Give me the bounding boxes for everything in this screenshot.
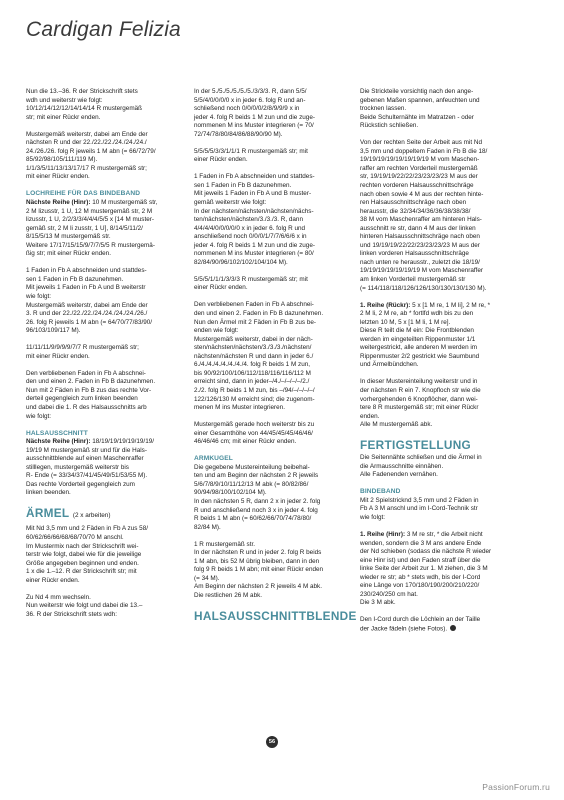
paragraph: Mit 2 Spielstricknd 3,5 mm und 2 Fäden in Fb A 3 M anschl und im I-Cord-Technik str wie folgt: bbox=[360, 496, 479, 522]
paragraph-text: Den I-Cord durch die Löchlein an der Taille der Jacke fädeln (siehe Fotos). bbox=[360, 616, 481, 633]
paragraph: Mustergemäß gerade hoch weiterstr bis zu einer Gesamthöhe von 44/45/45/45/46/46/ 46/46/46 cm; mit einer Rückr enden. bbox=[194, 421, 315, 446]
stop-icon bbox=[450, 625, 456, 631]
paragraph-text: 18/19/19/19/19/19/19/ 19/19 M mustergemäß str und für die Hals- ausschnittblende auf einen Maschenraffer stilllegen, mustergemäß weiterstr bis R- Ende (= 33/34/37/41/45/49/51/53/55 M). Das rechte Vorderteil gegengleich zum linken beenden. bbox=[26, 438, 155, 497]
row-label: Nächste Reihe (Hinr): bbox=[26, 438, 91, 446]
paragraph: 5/5/5/1/1/1/3/3/3 R mustergemäß str; mit einer Rückr enden. bbox=[194, 275, 308, 292]
paragraph bbox=[26, 438, 178, 498]
paragraph: Den verbliebenen Faden in Fb A abschnei- den und einen 2. Faden in Fb B dazunehmen. Nun mit 2 Fäden in Fb B zus das rechte Vor- derteil gegengleich zum linken beenden und dabei die 1. R des Halsausschnitts arb wie folgt: bbox=[26, 369, 156, 420]
paragraph bbox=[360, 531, 540, 608]
paragraph: Mit Nd 3,5 mm und 2 Fäden in Fb A zus 58/ 60/62/66/66/68/68/70/70 M anschl. Im Mustermix nach der Strickschrift wei- terstr wie folgt, dabei wie für die jeweilige Größe angegeben beginnen und enden. 1 x die 1.–12. R der Strickschrift str; mit einer Rückr enden. bbox=[26, 525, 149, 584]
paragraph bbox=[360, 302, 540, 370]
page-title: Cardigan Felizia bbox=[26, 18, 181, 41]
paragraph: Den verbliebenen Faden in Fb A abschnei- den und einen 2. Faden in Fb B dazunehmen. Nun den Ärmel mit 2 Fäden in Fb B zus be- enden wie folgt: Mustergemäß weiterstr, dabei in der näch- sten/nächsten/nächsten/3./3./3./nächsten/ nächsten/nächsten R und dann in jeder 6./ 6./4./4./4./4./4./4./4. folg R beids 1 M zun, bis 90/92/100/106/112/118/116/116/112 M erreicht sind, dann in jeder–/4./–/–/–/–/2./ 2./2. folg R beids 1 M zun, bis –/94/–/–/–/–/ 122/126/130 M erreicht sind; die zugenom- menen M ins Muster integrieren. bbox=[194, 301, 324, 412]
page-number: 56 bbox=[266, 736, 278, 748]
paragraph: 11/11/11/9/9/9/9/7/7 R mustergemäß str; mit einer Rückr enden. bbox=[26, 344, 139, 360]
paragraph bbox=[26, 199, 178, 259]
heading-text: ÄRMEL bbox=[26, 506, 70, 521]
column-3 bbox=[360, 88, 540, 634]
paragraph: 1 Faden in Fb A abschneiden und stattdes- sen 1 Faden in Fb B dazunehmen. Mit jeweils 1 Faden in Fb A und B muster- gemäß weiterstr wie folgt: In der nächsten/nächsten/nächsten/nächs- ten/nächsten/nächsten/3./3./3. R, dann 4/4/4/4/0/0/0/0/0 x in jeder 6. folg R und anschließend noch 0/0/0/1/7/7/6/6/6 x in jeder 4. folg R beids 1 M zun und die zuge- nommenen M ins Muster integrieren (= 80/ 82/84/90/96/102/102/104/104 M). bbox=[194, 173, 315, 266]
paragraph-text: 10 M mustergemäß str, 2 M lizusstr, 1 U, 12 M mustergemäß str, 2 M lizusstr, 1 U, 2/2/3/3/4/4/4/5/5 x [14 M muster- gemäß str, 2 M li zusstr, 1 U], 8/14/5/11/2/ 8/15/5/13 M mustergemäß str. Weitere 17/17/15/15/9/7/7/5/5 R mustergemä- ßig str; mit einer Rückr enden. bbox=[26, 199, 158, 258]
paragraph: In der 5./5./5./5./5./5./3/3/3. R, dann 5/5/ 5/5/4/0/0/0/0 x in jeder 6. folg R und an- schließend noch 0/0/0/0/2/8/9/9/9 x in jeder 4. folg R beids 1 M zun und die zuge- nommenen M ins Muster integrieren (= 70/ 72/74/78/80/84/86/88/90/90 M). bbox=[194, 88, 315, 138]
watermark: PassionForum.ru bbox=[482, 782, 550, 792]
paragraph: Nun die 13.–36. R der Strickschrift stets wdh und weiterstr wie folgt: 10/12/14/12/12/14/14/14 R mustergemäß str; mit einer Rückr enden. bbox=[26, 88, 143, 121]
section-heading-aermel bbox=[26, 506, 178, 523]
paragraph: In dieser Mustereinteilung weiterstr und in der nächsten R ein 7. Knopfloch str wie die vorhergehenden 6 Knopflöcher, dann wei- tere 8 R mustergemäß str; mit einer Rückr enden. Alle M mustergemäß abk. bbox=[360, 378, 481, 429]
section-heading-bindeband: BINDEBAND bbox=[360, 488, 401, 496]
paragraph: 1 Faden in Fb A abschneiden und stattdes- sen 1 Faden in Fb B dazunehmen. Mit jeweils 1 Faden in Fb A und B weiterstr wie folgt: Mustergemäß weiterstr, dabei am Ende der 3. R und der 22./22./22./24./24./24./24./26./ 26. folg R jeweils 1 M abn (= 64/70/77/83/90/ 96/103/109/117 M). bbox=[26, 267, 153, 335]
paragraph-text: 3 M re str, * die Arbeit nicht wenden, sondern die 3 M ans andere Ende der Nd schieben (sodass die nächste R wieder eine Hinr ist) und den Faden straff über die linke Seite der Arbeit zur 1. M ziehen, die 3 M wieder re str; ab * stets wdh, bis der I-Cord eine Länge von 170/180/190/200/210/220/ 230/240/250 cm hat. Die 3 M abk. bbox=[360, 531, 492, 607]
row-label: Nächste Reihe (Hinr): bbox=[26, 199, 91, 207]
paragraph: Die gegebene Mustereinteilung beibehal- ten und am Beginn der nächsten 2 R jeweils 5/6/7/8/9/10/11/12/13 M abk (= 80/82/86/ 90/94/98/100/102/104 M). In den nächsten 5 R, dann 2 x in jeder 2. folg R und anschließend noch 3 x in jeder 4. folg R beids 1 M abn (= 60/62/66/70/74/78/80/ 82/84 M). bbox=[194, 463, 321, 531]
paragraph: Die Seitennähte schließen und die Ärmel in die Armausschnitte einnähen. Alle Fadenenden vernähen. bbox=[360, 454, 482, 479]
paragraph-text: 5 x [1 M re, 1 M li], 2 M re, * 2 M li, 2 M re, ab * fortlfd wdh bis zu den letzten 10 M, 5 x [1 M li, 1 M re]. Diese R teilt die M ein: Die Frontblenden werden im eingeteilten Rippenmuster 1/1 weitergestrickt, alle anderen M werden im Rippenmuster 2/2 gestrickt wie Saumbund und Ärmelbündchen. bbox=[360, 301, 491, 369]
paragraph: Von der rechten Seite der Arbeit aus mit Nd 3,5 mm und doppeltem Faden in Fb B die 18/ 19/19/19/19/19/19/19/19 M vom Maschen- raffer am rechten Vorderteil mustergemäß str, 19/19/19/22/22/23/23/23/23 M aus der rechten vorderen Halsausschnittschräge nach oben sowie 4 M aus der rechten hinte- ren Halsausschnittschräge nach oben herausstr, die 32/34/34/36/36/38/38/38/ 38 M vom Maschenraffer am hinteren Hals- ausschnitt re str, dann 4 M aus der linken hinteren Halsausschnittschräge nach oben und 19/19/19/22/22/23/23/23/23 M aus der linken vorderen Halsausschnittschräge nach unten re herausstr., zuletzt die 18/19/ 19/19/19/19/19/19/19 M vom Maschenraffer am linken Vorderteil mustergemäß str (= 114/118/118/126/126/130/130/130/130 M). bbox=[360, 139, 488, 292]
column-2 bbox=[194, 88, 357, 625]
paragraph: Die Strickteile vorsichtig nach den ange- gebenen Maßen spannen, anfeuchten und trocknen lassen. Beide Schulternähte im Matratzen - oder Rückstich schließen. bbox=[360, 88, 480, 130]
row-label: 1. Reihe (Hinr): bbox=[360, 531, 406, 539]
section-heading-fertigstellung: FERTIGSTELLUNG bbox=[360, 438, 472, 453]
column-1 bbox=[26, 88, 178, 619]
section-heading-halsausschnittblende: HALSAUSSCHNITTBLENDE bbox=[194, 608, 357, 623]
paragraph: Zu Nd 4 mm wechseln. Nun weiterstr wie folgt und dabei die 13.– 36. R der Strickschrift stets wdh: bbox=[26, 593, 143, 618]
section-heading-lochreihe: LOCHREIHE FÜR DAS BINDEBAND bbox=[26, 190, 141, 198]
heading-subtitle: (2 x arbeiten) bbox=[72, 512, 111, 520]
paragraph bbox=[360, 616, 540, 634]
row-label: 1. Reihe (Rückr): bbox=[360, 301, 411, 309]
paragraph: Mustergemäß weiterstr, dabei am Ende der nächsten R und der 22./22./22./24./24./24./ 24./26./26. folg R jeweils 1 M abn (= 66/72/79/ 85/92/98/105/111/119 M). 1/1/3/5/11/13/13/17/17 R mustergemäß str; mit einer Rückr enden. bbox=[26, 130, 156, 181]
paragraph: 1 R mustergemäß str. In der nächsten R und in jeder 2. folg R beids 1 M abn, bis 52 M übrig bleiben, dann in den folg 9 R beids 1 M abn; mit einer Rückr enden (= 34 M). Am Beginn der nächsten 2 R jeweils 4 M abk. Die restlichen 26 M abk. bbox=[194, 540, 324, 599]
section-heading-halsausschnitt: HALSAUSSCHNITT bbox=[26, 429, 88, 437]
paragraph: 5/5/5/5/3/3/1/1/1 R mustergemäß str; mit einer Rückr enden. bbox=[194, 147, 308, 164]
section-heading-armkugel: ARMKUGEL bbox=[194, 455, 233, 463]
